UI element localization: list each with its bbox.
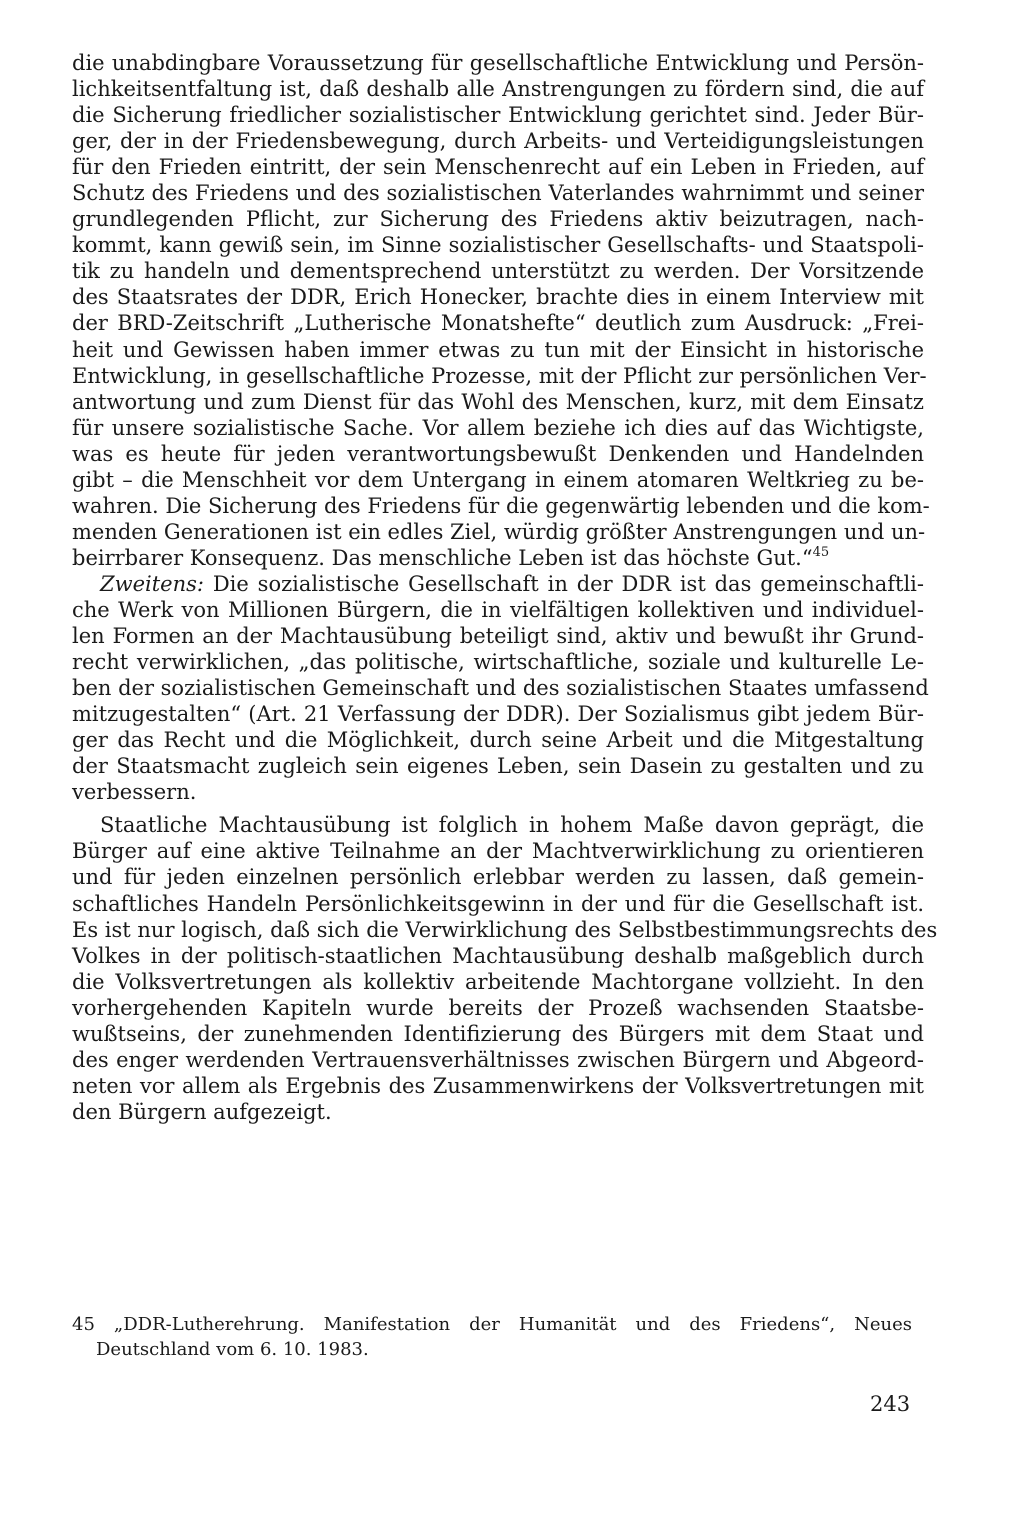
text-line: menden Generationen ist ein edles Ziel, würdig größter Anstrengungen und un- [72, 519, 926, 544]
text-line: und für jeden einzelnen persönlich erlebbar werden zu lassen, daß gemein- [72, 865, 924, 890]
footnote [72, 1312, 912, 1362]
text-line: kommt, kann gewiß sein, im Sinne sozialistischer Gesellschafts- und Staatspoli- [72, 233, 924, 258]
text-line: antwortung und zum Dienst für das Wohl des Menschen, kurz, mit dem Einsatz [72, 389, 924, 414]
text-line-first: Staatliche Machtausübung ist folglich in hohem Maße davon geprägt, die [100, 813, 924, 838]
text-line: neten vor allem als Ergebnis des Zusammenwirkens der Volksvertretungen mit [72, 1073, 924, 1098]
text-line-first [72, 571, 924, 597]
paragraph-3 [72, 812, 938, 1125]
footnote-text: „DDR-Lutherehrung. Manifestation der Humanität und des Friedens“, Neues [113, 1314, 912, 1335]
text-line: Bürger auf eine aktive Teilnahme an der Machtverwirklichung zu orientieren [72, 839, 924, 864]
text-line: che Werk von Millionen Bürgern, die in vielfältigen kollektiven und individuel- [72, 597, 924, 622]
text-line-content: Die sozialistische Gesellschaft in der DDR ist das gemeinschaftli- [203, 571, 924, 596]
text-line: was es heute für jeden verantwortungsbewußt Denkenden und Handelnden [72, 441, 924, 466]
text-line: grundlegenden Pflicht, zur Sicherung des Friedens aktiv beizutragen, nach- [72, 207, 924, 232]
footnote-reference: 45 [812, 544, 830, 560]
text-line: mitzugestalten“ (Art. 21 Verfassung der DDR). Der Sozialismus gibt jedem Bür- [72, 702, 924, 727]
text-line: die Volksvertretungen als kollektiv arbeitende Machtorgane vollzieht. In den [72, 969, 924, 994]
text-line: der BRD-Zeitschrift „Lutherische Monatshefte“ deutlich zum Ausdruck: „Frei- [72, 311, 924, 336]
text-line: recht verwirklichen, „das politische, wirtschaftliche, soziale und kulturelle Le- [72, 650, 924, 675]
text-line: ger das Recht und die Möglichkeit, durch seine Arbeit und die Mitgestaltung [72, 728, 924, 753]
text-line: tik zu handeln und dementsprechend unterstützt zu werden. Der Vorsitzende [72, 259, 924, 284]
footnote-number: 45 [72, 1314, 95, 1335]
text-line: lichkeitsentfaltung ist, daß deshalb alle Anstrengungen zu fördern sind, die auf [72, 77, 924, 102]
text-line: ben der sozialistischen Gemeinschaft und des sozialistischen Staates umfassend [72, 676, 929, 701]
text-line: für unsere sozialistische Sache. Vor allem beziehe ich dies auf das Wichtigste, [72, 415, 924, 440]
footnote-line: Deutschland vom 6. 10. 1983. [96, 1339, 369, 1360]
text-line: vorhergehenden Kapiteln wurde bereits der Prozeß wachsenden Staatsbe- [72, 995, 924, 1020]
text-line: Entwicklung, in gesellschaftliche Prozesse, mit der Pflicht zur persönlichen Ver- [72, 363, 927, 388]
paragraph-spacer [72, 805, 924, 812]
text-line-last: den Bürgern aufgezeigt. [72, 1099, 332, 1124]
text-line: len Formen an der Machtausübung beteiligt sind, aktiv und bewußt ihr Grund- [72, 624, 924, 649]
paragraph-2 [72, 571, 929, 805]
main-text [72, 50, 938, 1125]
text-line: Volkes in der politisch-staatlichen Machtausübung deshalb maßgeblich durch [72, 943, 924, 968]
paragraph-lead-word: Zweitens: [100, 571, 204, 596]
text-line: die Sicherung friedlicher sozialistischer Entwicklung gerichtet sind. Jeder Bür- [72, 103, 924, 128]
text-line: die unabdingbare Voraussetzung für gesellschaftliche Entwicklung und Persön- [72, 51, 924, 75]
text-line: heit und Gewissen haben immer etwas zu tun mit der Einsicht in historische [72, 337, 924, 362]
footnote-line [72, 1312, 912, 1337]
text-line: des enger werdenden Vertrauensverhältnisses zwischen Bürgern und Abgeord- [72, 1047, 924, 1072]
text-line: wußtseins, der zunehmenden Identifizierung des Bürgers mit dem Staat und [72, 1021, 924, 1046]
text-line: Schutz des Friedens und des sozialistischen Vaterlandes wahrnimmt und seiner [72, 181, 924, 206]
text-line-content: beirrbarer Konsequenz. Das menschliche Leben ist das höchste Gut.“ [72, 545, 813, 570]
text-line: der Staatsmacht zugleich sein eigenes Leben, sein Dasein zu gestalten und zu [72, 754, 924, 779]
text-line: des Staatsrates der DDR, Erich Honecker, brachte dies in einem Interview mit [72, 285, 924, 310]
text-line: wahren. Die Sicherung des Friedens für die gegenwärtig lebenden und die kom- [72, 493, 930, 518]
paragraph-1 [72, 50, 930, 571]
text-line: ger, der in der Friedensbewegung, durch Arbeits- und Verteidigungsleistungen [72, 129, 924, 154]
text-line-last: verbessern. [72, 780, 197, 805]
text-line-last [72, 545, 924, 571]
page-number: 243 [870, 1392, 911, 1416]
text-line: für den Frieden eintritt, der sein Menschenrecht auf ein Leben in Frieden, auf [72, 155, 924, 180]
text-line: Es ist nur logisch, daß sich die Verwirklichung des Selbstbestimmungsrechts des [72, 917, 938, 942]
text-line: schaftliches Handeln Persönlichkeitsgewinn in der und für die Gesellschaft ist. [72, 891, 924, 916]
text-line: gibt – die Menschheit vor dem Untergang in einem atomaren Weltkrieg zu be- [72, 467, 924, 492]
